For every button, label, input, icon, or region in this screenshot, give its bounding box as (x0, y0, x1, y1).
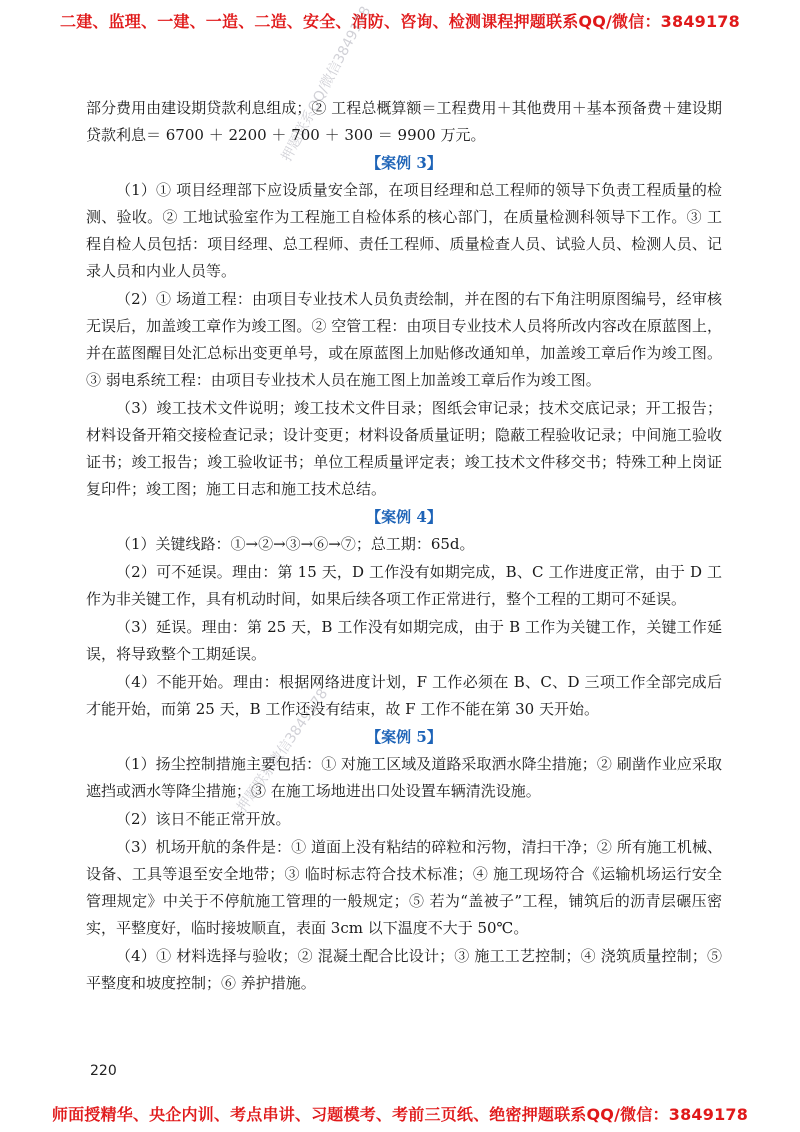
paragraph: （1）扬尘控制措施主要包括：① 对施工区域及道路采取洒水降尘措施；② 刷凿作业应采取遮挡或洒水等降尘措施；③ 在施工场地进出口处设置车辆清洗设施。 (86, 755, 722, 800)
paragraph: （2）可不延误。理由：第 15 天，D 工作没有如期完成，B、C 工作进度正常，由于 D 工作为非关键工作，具有机动时间，如果后续各项工作正常进行，整个工程的工期可不延误。 (86, 563, 722, 608)
paragraph: （3）竣工技术文件说明；竣工技术文件目录；图纸会审记录；技术交底记录；开工报告；材料设备开箱交接检查记录；设计变更；材料设备质量证明；隐蔽工程验收记录；中间施工验收证书；竣工报告；竣工验收证书；单位工程质量评定表；竣工技术文件移交书；特殊工种上岗证复印件；竣工图；施工日志和施工技术总结。 (86, 399, 722, 498)
paragraph: 部分费用由建设期贷款利息组成；② 工程总概算额＝工程费用＋其他费用＋基本预备费＋建设期贷款利息＝ 6700 ＋ 2200 ＋ 700 ＋ 300 ＝ 9900 万元。 (86, 99, 722, 144)
paragraph: （1）① 项目经理部下应设质量安全部，在项目经理和总工程师的领导下负责工程质量的检测、验收。② 工地试验室作为工程施工自检体系的核心部门，在质量检测科领导下工作。③ 工程自检人员包括：项目经理、总工程师、责任工程师、质量检查人员、试验人员、检测人员、记录人员和内业人员等。 (86, 181, 722, 280)
paragraph: （4）① 材料选择与验收；② 混凝土配合比设计；③ 施工工艺控制；④ 浇筑质量控制；⑤ 平整度和坡度控制；⑥ 养护措施。 (86, 947, 722, 992)
case-4-title: 【案例 4】 (366, 508, 442, 526)
paragraph: （3）延误。理由：第 25 天，B 工作没有如期完成，由于 B 工作为关键工作，关键工作延误，将导致整个工期延误。 (86, 618, 722, 663)
paragraph: （3）机场开航的条件是：① 道面上没有粘结的碎粒和污物，清扫干净；② 所有施工机械、设备、工具等退至安全地带；③ 临时标志符合技术标准；④ 施工现场符合《运输机场运行安全管理规定》中关于不停航施工管理的一般规定；⑤ 若为“盖被子”工程，铺筑后的沥青层碾压密实，平整度好，临时接坡顺直，表面 3cm 以下温度不大于 50℃。 (86, 838, 722, 937)
case-3-title: 【案例 3】 (366, 154, 442, 172)
paragraph: （1）关键线路：①→②→③→⑥→⑦；总工期：65d。 (116, 535, 475, 553)
paragraph: （4）不能开始。理由：根据网络进度计划，F 工作必须在 B、C、D 三项工作全部完成后才能开始，而第 25 天，B 工作还没有结束，故 F 工作不能在第 30 天开始。 (86, 673, 722, 718)
document-body (86, 95, 722, 998)
footer-banner: 师面授精华、央企内训、考点串讲、习题模考、考前三页纸、绝密押题联系QQ/微信：3849178 (51, 1105, 749, 1124)
watermark: 押题联系微信3849178 (234, 686, 332, 816)
page-number: 220 (90, 1063, 117, 1079)
header-banner: 二建、监理、一建、一造、二造、安全、消防、咨询、检测课程押题联系QQ/微信：3849178 (60, 12, 740, 31)
paragraph: （2）该日不能正常开放。 (116, 810, 291, 828)
watermark: 押题联系QQ/微信3849178 (278, 3, 375, 165)
paragraph: （2）① 场道工程：由项目专业技术人员负责绘制，并在图的右下角注明原图编号，经审核无误后，加盖竣工章作为竣工图。② 空管工程：由项目专业技术人员将所改内容改在原蓝图上，并在蓝图醒目处汇总标出变更单号，或在原蓝图上加贴修改通知单，加盖竣工章后作为竣工图。③ 弱电系统工程：由项目专业技术人员在施工图上加盖竣工章后作为竣工图。 (86, 290, 722, 389)
case-5-title: 【案例 5】 (366, 728, 442, 746)
